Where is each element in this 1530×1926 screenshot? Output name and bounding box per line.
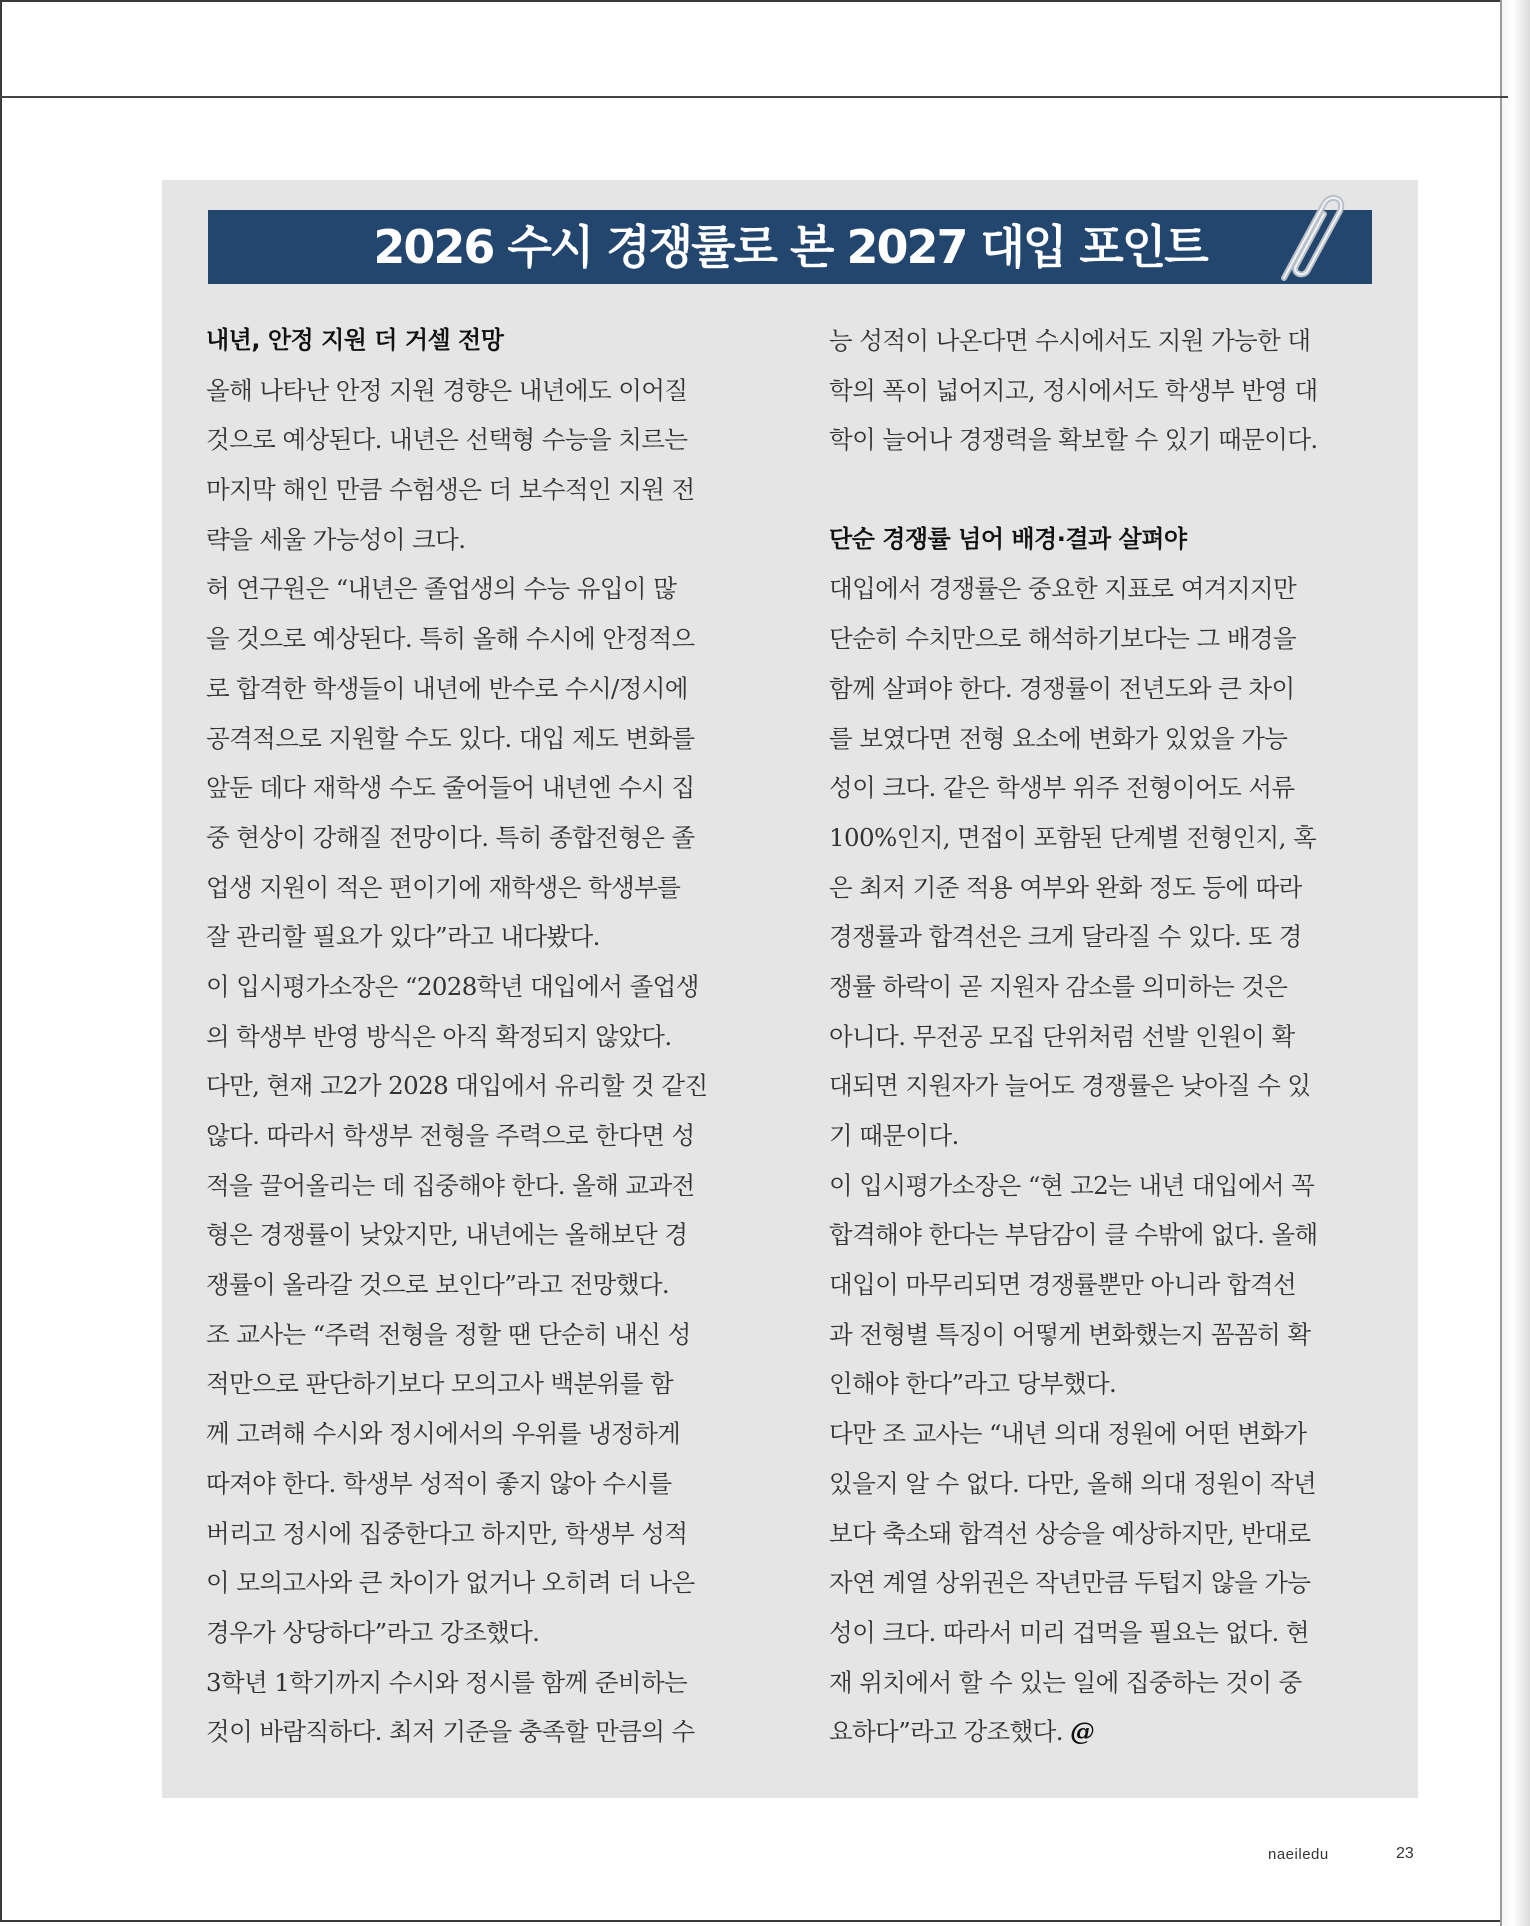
text-line — [829, 1061, 1359, 1111]
text-line — [829, 1658, 1359, 1708]
text-line — [206, 1707, 736, 1757]
text-line — [206, 564, 736, 614]
text-line-content: 않다. 따라서 학생부 전형을 주력으로 한다면 성 — [206, 1121, 695, 1150]
text-line — [829, 1459, 1359, 1509]
text-line-content: 단순히 수치만으로 해석하기보다는 그 배경을 — [829, 624, 1297, 654]
text-line — [206, 1111, 736, 1161]
text-line-content: 이 모의고사와 큰 차이가 없거나 오히려 더 나은 — [206, 1568, 695, 1598]
text-line — [829, 614, 1359, 664]
text-line-content: 것이 바람직하다. 최저 기준을 충족할 만큼의 수 — [206, 1717, 695, 1747]
text-line — [206, 1459, 736, 1509]
text-line-content: 적을 끌어올리는 데 집중해야 한다. 올해 교과전 — [206, 1170, 695, 1200]
text-line-content: 형은 경쟁률이 낮았지만, 내년에는 올해보단 경 — [206, 1220, 688, 1250]
text-line-content: 의 학생부 반영 방식은 아직 확정되지 않았다. — [206, 1021, 672, 1051]
text-line — [206, 1608, 736, 1658]
text-line-content: 업생 지원이 적은 편이기에 재학생은 학생부를 — [206, 872, 681, 902]
text-line-content: 적만으로 판단하기보다 모의고사 백분위를 함 — [206, 1369, 674, 1399]
text-line — [206, 962, 736, 1012]
text-line — [829, 1161, 1359, 1211]
text-line-content: 아니다. 무전공 모집 단위처럼 선발 인원이 확 — [829, 1021, 1295, 1051]
text-line-content: 보다 축소돼 합격선 상승을 예상하지만, 반대로 — [829, 1518, 1311, 1548]
text-line — [206, 1359, 736, 1409]
text-line-content: 허 연구원은 “내년은 졸업생의 수능 유입이 많 — [206, 574, 677, 604]
text-line — [829, 1260, 1359, 1310]
text-line-content: 내년, 안정 지원 더 거셀 전망 — [206, 326, 504, 354]
text-line — [829, 316, 1359, 366]
text-line-content: 잘 관리할 필요가 있다”라고 내다봤다. — [206, 922, 600, 952]
section-heading — [829, 515, 1359, 565]
text-line-content: 경쟁률과 합격선은 크게 달라질 수 있다. 또 경 — [829, 922, 1302, 952]
text-line-content: 버리고 정시에 집중한다고 하지만, 학생부 성적 — [206, 1518, 688, 1548]
text-line-content: 다만, 현재 고2가 2028 대입에서 유리할 것 같진 — [206, 1071, 708, 1101]
text-line — [206, 813, 736, 863]
end-mark-icon: @ — [1070, 1717, 1094, 1747]
footer-brand: naeiledu — [1268, 1846, 1329, 1863]
text-line-content: 이 입시평가소장은 “2028학년 대입에서 졸업생 — [206, 971, 699, 1001]
text-line — [206, 415, 736, 465]
text-line-content: 를 보였다면 전형 요소에 변화가 있었을 가능 — [829, 723, 1288, 753]
text-line-content: 다만 조 교사는 “내년 의대 정원에 어떤 변화가 — [829, 1419, 1307, 1449]
text-line-content: 합격해야 한다는 부담감이 클 수밖에 없다. 올해 — [829, 1220, 1318, 1250]
section-heading — [206, 316, 736, 366]
text-line — [829, 366, 1359, 416]
text-line-content: 대입이 마무리되면 경쟁률뿐만 아니라 합격선 — [829, 1270, 1297, 1300]
text-line — [206, 1409, 736, 1459]
text-line-content: 경우가 상당하다”라고 강조했다. — [206, 1617, 540, 1647]
text-line — [829, 564, 1359, 614]
text-line — [206, 1509, 736, 1559]
text-line-content: 공격적으로 지원할 수도 있다. 대입 제도 변화를 — [206, 723, 695, 753]
text-line-content: 마지막 해인 만큼 수험생은 더 보수적인 지원 전 — [206, 475, 695, 505]
text-line — [829, 1310, 1359, 1360]
text-line-content: 따져야 한다. 학생부 성적이 좋지 않아 수시를 — [206, 1468, 672, 1498]
text-line — [829, 863, 1359, 913]
text-line — [206, 465, 736, 515]
text-line-content: 재 위치에서 할 수 있는 일에 집중하는 것이 중 — [829, 1667, 1302, 1697]
text-line — [206, 763, 736, 813]
text-line-content: 것으로 예상된다. 내년은 선택형 수능을 치르는 — [206, 425, 688, 455]
page-number: 23 — [1396, 1845, 1414, 1862]
text-line — [829, 763, 1359, 813]
text-line-content: 기 때문이다. — [829, 1121, 959, 1150]
text-line-content: 요하다”라고 강조했다. — [829, 1717, 1071, 1747]
text-line-content: 학이 늘어나 경쟁력을 확보할 수 있기 때문이다. — [829, 425, 1318, 455]
text-line-content: 이 입시평가소장은 “현 고2는 내년 대입에서 꼭 — [829, 1170, 1315, 1200]
text-line — [206, 1658, 736, 1708]
text-line — [206, 515, 736, 565]
text-line — [206, 1210, 736, 1260]
text-line — [829, 813, 1359, 863]
text-line — [206, 614, 736, 664]
text-line-content: 학의 폭이 넓어지고, 정시에서도 학생부 반영 대 — [829, 375, 1318, 405]
text-line-content: 3학년 1학기까지 수시와 정시를 함께 준비하는 — [206, 1667, 688, 1697]
text-line-content: 인해야 한다”라고 당부했다. — [829, 1369, 1117, 1399]
text-line — [829, 415, 1359, 465]
text-line — [829, 1111, 1359, 1161]
text-line — [829, 1608, 1359, 1658]
text-line-content: 100%인지, 면접이 포함된 단계별 전형인지, 혹 — [829, 822, 1317, 852]
text-line-content: 께 고려해 수시와 정시에서의 우위를 냉정하게 — [206, 1419, 681, 1449]
text-line — [829, 1558, 1359, 1608]
article-title: 2026 수시 경쟁률로 본 2027 대입 포인트 — [373, 220, 1207, 274]
text-line-content: 단순 경쟁률 넘어 배경·결과 살펴야 — [829, 524, 1187, 553]
text-line-content: 올해 나타난 안정 지원 경향은 내년에도 이어질 — [206, 375, 688, 405]
text-line-content: 중 현상이 강해질 전망이다. 특히 종합전형은 졸 — [206, 822, 695, 852]
title-bar — [208, 210, 1372, 284]
text-line — [206, 1012, 736, 1062]
text-line — [829, 714, 1359, 764]
text-line — [829, 1509, 1359, 1559]
text-line — [829, 912, 1359, 962]
text-line-content: 쟁률이 올라갈 것으로 보인다”라고 전망했다. — [206, 1270, 670, 1300]
text-line-content: 앞둔 데다 재학생 수도 줄어들어 내년엔 수시 집 — [206, 773, 695, 803]
text-line — [206, 1558, 736, 1608]
text-line-content: 은 최저 기준 적용 여부와 완화 정도 등에 따라 — [829, 872, 1302, 902]
text-line — [829, 1409, 1359, 1459]
text-line-content: 과 전형별 특징이 어떻게 변화했는지 꼼꼼히 확 — [829, 1319, 1311, 1349]
text-line — [206, 1310, 736, 1360]
text-line — [829, 962, 1359, 1012]
paperclip-icon — [1262, 186, 1352, 286]
text-line-content: 을 것으로 예상된다. 특히 올해 수시에 안정적으 — [206, 624, 695, 654]
text-line — [829, 1210, 1359, 1260]
text-line — [206, 366, 736, 416]
right-column — [829, 316, 1359, 1757]
text-line — [206, 664, 736, 714]
text-line-content: 성이 크다. 따라서 미리 겁먹을 필요는 없다. 현 — [829, 1617, 1309, 1647]
text-line — [206, 1161, 736, 1211]
text-line — [829, 664, 1359, 714]
text-line — [206, 714, 736, 764]
left-column — [206, 316, 736, 1757]
text-line-content: 대입에서 경쟁률은 중요한 지표로 여겨지지만 — [829, 574, 1297, 604]
text-line — [829, 1707, 1359, 1757]
text-line-content: 자연 계열 상위권은 작년만큼 두텁지 않을 가능 — [829, 1568, 1311, 1598]
text-line-content: 쟁률 하락이 곧 지원자 감소를 의미하는 것은 — [829, 971, 1288, 1001]
page-curl-edge — [1500, 0, 1530, 1926]
text-line-content: 함께 살펴야 한다. 경쟁률이 전년도와 큰 차이 — [829, 673, 1295, 703]
paragraph-spacer — [829, 465, 1359, 515]
header-rule — [0, 96, 1508, 98]
text-line-content: 능 성적이 나온다면 수시에서도 지원 가능한 대 — [829, 326, 1311, 355]
text-line — [206, 1260, 736, 1310]
text-line-content: 있을지 알 수 없다. 다만, 올해 의대 정원이 작년 — [829, 1468, 1317, 1498]
text-line-content: 대되면 지원자가 늘어도 경쟁률은 낮아질 수 있 — [829, 1071, 1311, 1101]
text-line — [206, 863, 736, 913]
text-line — [829, 1012, 1359, 1062]
text-line — [829, 1359, 1359, 1409]
text-line — [206, 912, 736, 962]
text-line-content: 로 합격한 학생들이 내년에 반수로 수시/정시에 — [206, 673, 688, 703]
text-line-content: 성이 크다. 같은 학생부 위주 전형이어도 서류 — [829, 773, 1295, 803]
text-line-content: 략을 세울 가능성이 크다. — [206, 524, 466, 554]
text-line-content: 조 교사는 “주력 전형을 정할 땐 단순히 내신 성 — [206, 1319, 691, 1349]
text-line — [206, 1061, 736, 1111]
